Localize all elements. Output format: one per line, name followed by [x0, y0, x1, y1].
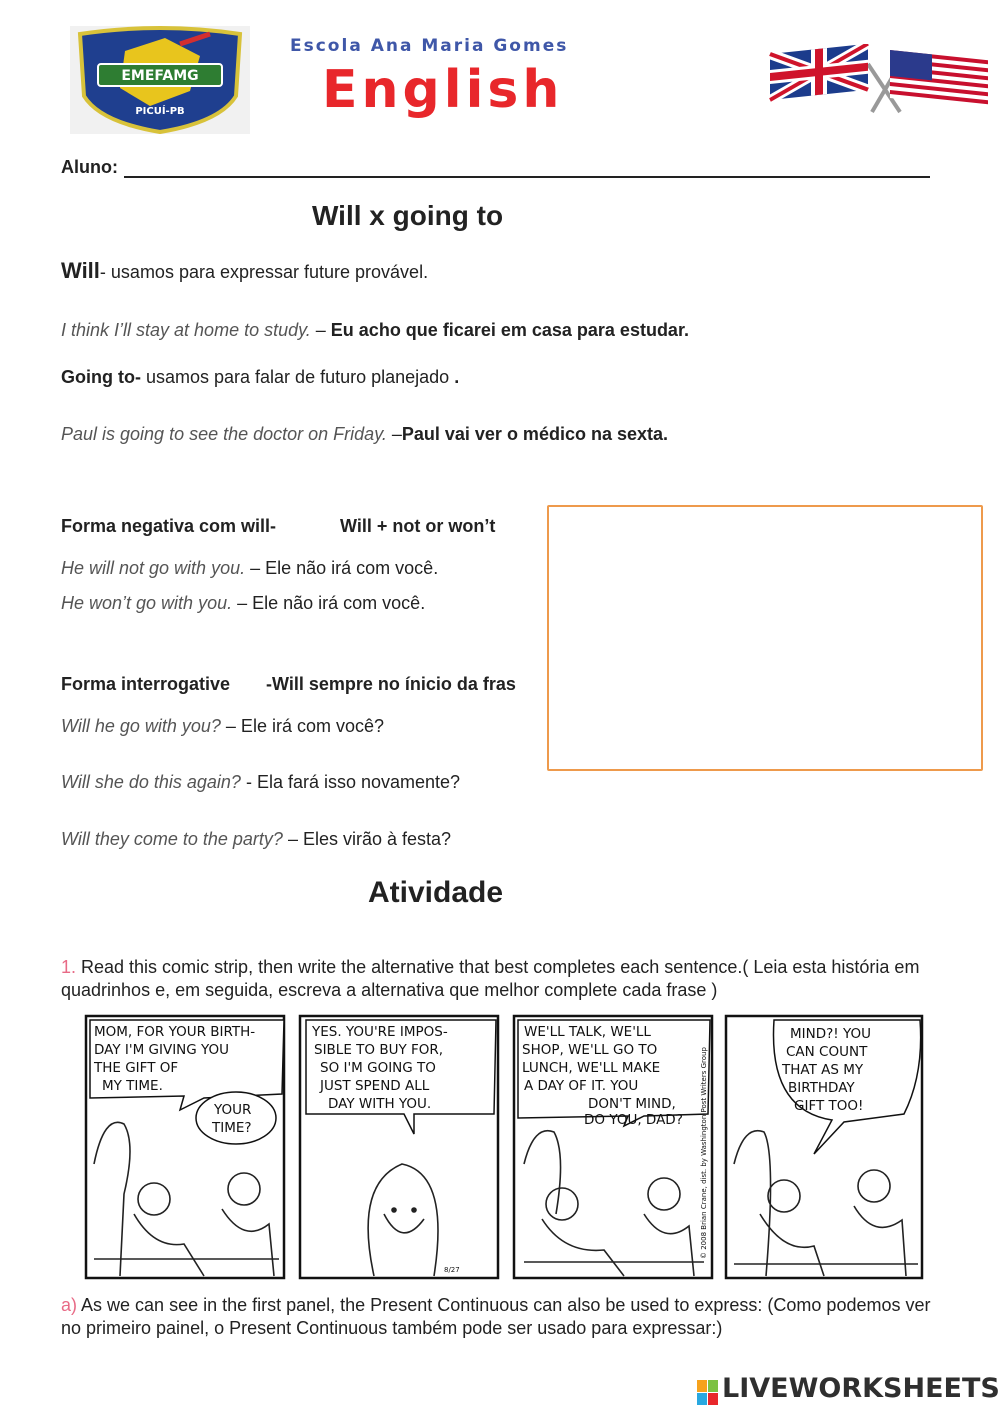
p3-line-3: LUNCH, WE'LL MAKE — [522, 1060, 661, 1076]
example-2-pt: Paul vai ver o médico na sexta. — [401, 424, 668, 444]
will-desc: - usamos para expressar future provável. — [99, 262, 429, 282]
p1-line-1: MOM, FOR YOUR BIRTH- — [94, 1024, 256, 1040]
question-a-text: As we can see in the first panel, the Present Continuous can also be used to express: (Como podemos ver no primeiro painel, o Present Continuous também pode ser usado para expressar:) — [61, 1295, 931, 1338]
going-to-definition — [61, 367, 459, 388]
example-1 — [61, 320, 689, 341]
interrogative-example-3-pt: – Eles virão à festa? — [282, 829, 452, 849]
question-1-text: Read this comic strip, then write the alternative that best completes each sentence.( Leia esta história em quadrinhos e, em seguida, escreva a alternativa que melhor complete cada frase ) — [61, 957, 920, 1000]
interrogative-example-1-en: Will he go with you? — [61, 716, 221, 736]
p3-line-4: A DAY OF IT. YOU — [524, 1078, 639, 1094]
p2-line-2: SIBLE TO BUY FOR, — [314, 1042, 444, 1058]
p3-line-1: WE'LL TALK, WE'LL — [524, 1024, 651, 1040]
will-definition — [61, 258, 428, 284]
p4-line-3: THAT AS MY — [782, 1062, 864, 1078]
example-2-sep: – — [386, 424, 402, 444]
interrogative-example-2-en: Will she do this again? — [61, 772, 241, 792]
example-2 — [61, 424, 668, 445]
negative-example-2 — [61, 593, 425, 614]
negative-heading: Forma negativa com will- — [61, 516, 277, 536]
liveworksheets-brand[interactable]: LIVEWORKSHEETS — [722, 1373, 1000, 1404]
interrogative-example-2 — [61, 772, 460, 793]
question-a — [61, 1294, 941, 1340]
p3-line-5: DON'T MIND, — [588, 1096, 676, 1112]
interrogative-example-3 — [61, 829, 451, 850]
uk-us-flags-icon — [768, 44, 990, 116]
p2-line-5: DAY WITH YOU. — [328, 1096, 432, 1112]
p3-line-6: DO YOU, DAD? — [584, 1112, 683, 1128]
p4-line-5: GIFT TOO! — [794, 1098, 864, 1114]
student-label: Aluno: — [61, 157, 118, 177]
answer-input-box[interactable] — [547, 505, 983, 771]
student-name-line[interactable] — [124, 176, 930, 178]
interrogative-example-3-en: Will they come to the party? — [61, 829, 283, 849]
p4-line-2: CAN COUNT — [786, 1044, 868, 1060]
going-to-dot: . — [454, 367, 460, 387]
p2-line-4: JUST SPEND ALL — [320, 1078, 430, 1094]
negative-example-1-en: He will not go with you. — [61, 558, 246, 578]
interrogative-example-2-pt: - Ela fará isso novamente? — [240, 772, 461, 792]
negative-example-1-pt: – Ele não irá com você. — [245, 558, 439, 578]
activity-title: Atividade — [368, 876, 504, 909]
p3-credit: © 2008 Brian Crane, dist. by Washington Post Writers Group — [700, 1047, 708, 1259]
liveworksheets-logo-icon — [697, 1380, 719, 1406]
p1-line-2: DAY I'M GIVING YOU — [94, 1042, 230, 1058]
question-1-number: 1. — [61, 957, 77, 977]
p1-line-4: MY TIME. — [102, 1078, 163, 1094]
logo-text: EMEFAMG — [121, 68, 199, 84]
question-1 — [61, 956, 941, 1002]
lesson-title: Will x going to — [312, 200, 504, 231]
school-name: Escola Ana Maria Gomes — [290, 36, 569, 56]
example-1-pt: Eu acho que ficarei em casa para estudar. — [330, 320, 689, 340]
going-to-word: Going to- — [61, 367, 141, 387]
p1-line-3: THE GIFT OF — [94, 1060, 179, 1076]
negative-rule: Will + not or won’t — [340, 516, 496, 536]
going-to-desc: usamos para falar de futuro planejado — [140, 367, 455, 387]
example-1-en: I think I’ll stay at home to study. — [61, 320, 311, 340]
p2-date: 8/27 — [444, 1266, 460, 1274]
interrogative-example-1 — [61, 716, 384, 737]
interrogative-example-1-pt: – Ele irá com você? — [220, 716, 384, 736]
comic-strip — [84, 1014, 924, 1280]
interrogative-heading: Forma interrogative — [61, 674, 231, 694]
p4-line-1: MIND?! YOU — [790, 1026, 872, 1042]
logo-subtext: PICUÍ-PB — [135, 106, 185, 117]
negative-example-2-pt: – Ele não irá com você. — [232, 593, 426, 613]
p2-line-3: SO I'M GOING TO — [320, 1060, 436, 1076]
will-word: Will — [61, 258, 100, 283]
negative-example-2-en: He won’t go with you. — [61, 593, 233, 613]
interrogative-rule: -Will sempre no ínicio da fras — [266, 674, 516, 694]
p2-line-1: YES. YOU'RE IMPOS- — [312, 1024, 448, 1040]
p3-line-2: SHOP, WE'LL GO TO — [522, 1042, 658, 1058]
p4-line-4: BIRTHDAY — [788, 1080, 855, 1096]
school-logo — [70, 26, 250, 134]
example-2-en: Paul is going to see the doctor on Friday. — [61, 424, 387, 444]
p1-reply-1: YOUR — [214, 1102, 252, 1118]
subject-title: English — [322, 60, 564, 120]
negative-example-1 — [61, 558, 438, 579]
question-a-letter: a) — [61, 1295, 78, 1315]
p1-reply-2: TIME? — [212, 1120, 252, 1136]
example-1-sep: – — [310, 320, 331, 340]
